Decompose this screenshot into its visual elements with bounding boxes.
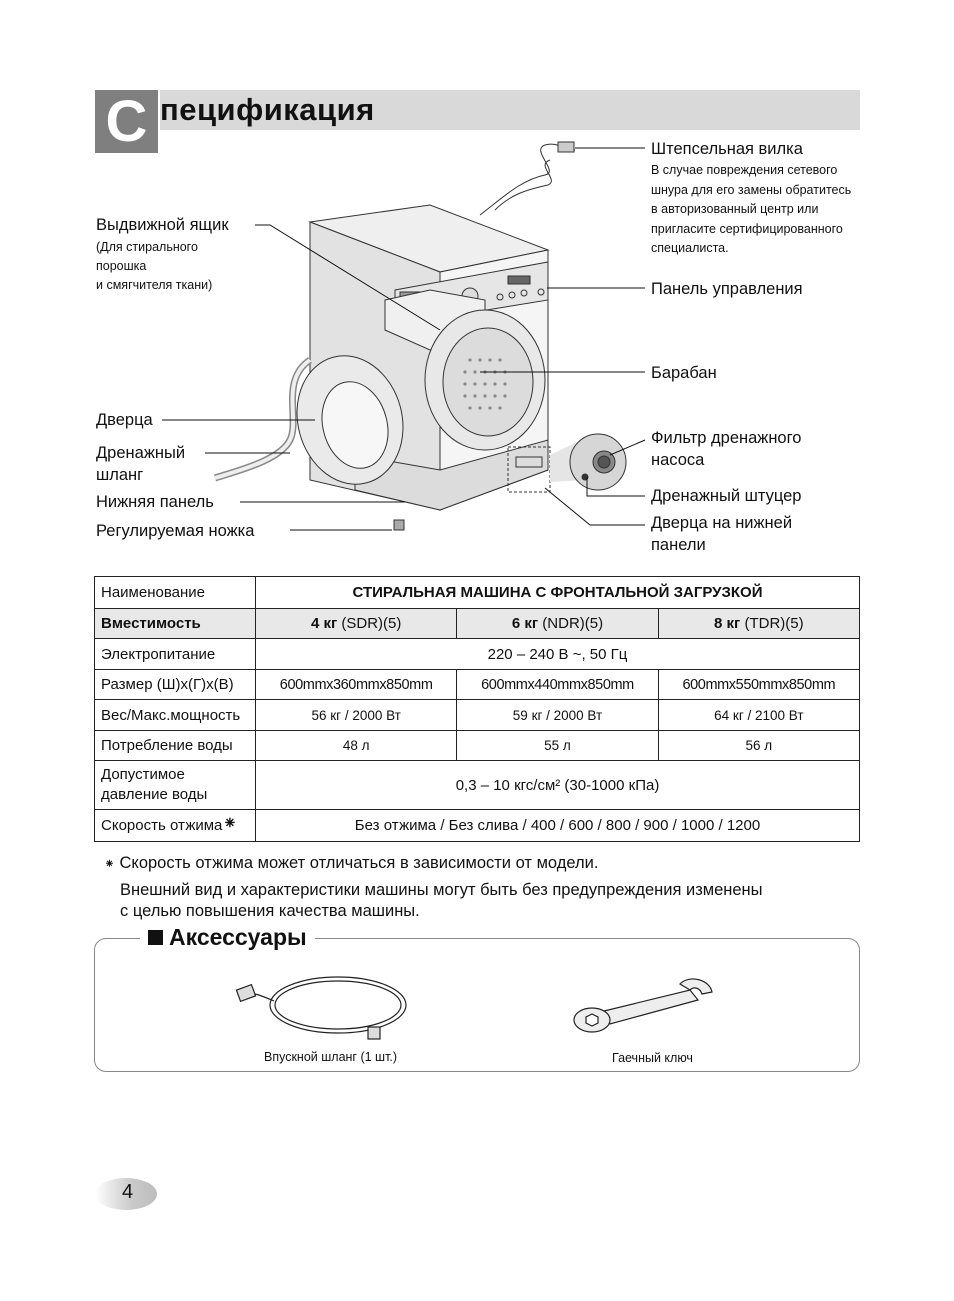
- product-name: СТИРАЛЬНАЯ МАШИНА С ФРОНТАЛЬНОЙ ЗАГРУЗКОЙ: [256, 577, 860, 609]
- row-label: Потребление воды: [95, 731, 256, 761]
- table-row: [95, 609, 860, 639]
- page-title: пецификация: [160, 92, 375, 127]
- accessories-box: [94, 938, 860, 1072]
- table-row: [95, 670, 860, 700]
- row-label: Электропитание: [95, 639, 256, 670]
- callout-drain-hose: Дренажный шланг: [96, 444, 186, 484]
- row-label: Скорость отжима⁕: [95, 810, 256, 842]
- wrench-icon: [570, 972, 720, 1042]
- callout-pump-filter: Фильтр дренажного насоса: [651, 429, 802, 469]
- callout-drum: Барабан: [651, 364, 717, 382]
- table-row: [95, 810, 860, 842]
- water-cell: 56 л: [658, 731, 859, 761]
- water-cell: 48 л: [256, 731, 457, 761]
- row-label: Допустимое давление воды: [95, 761, 256, 810]
- spin-value: Без отжима / Без слива / 400 / 600 / 800 / 900 / 1000 / 1200: [256, 810, 860, 842]
- callout-drawer-note: (Для стирального порошка и смягчителя ткани): [96, 240, 213, 292]
- footnote: ⁕ Скорость отжима может отличаться в зависимости от модели.: [104, 854, 599, 872]
- callout-lower-panel: Нижняя панель: [96, 493, 214, 511]
- accessories-heading: Аксессуары: [140, 924, 315, 951]
- capacity-cell: 6 кг (NDR)(5): [457, 609, 658, 639]
- callout-drawer: Выдвижной ящик: [96, 216, 229, 234]
- disclaimer: Внешний вид и характеристики машины могут быть без предупреждения изменены с целью повышения качества машины.: [120, 881, 763, 920]
- callout-drain-plug: Дренажный штуцер: [651, 487, 802, 505]
- foot-shape: [394, 520, 404, 530]
- row-label: Вместимость: [95, 609, 256, 639]
- square-bullet-icon: [148, 930, 163, 945]
- callout-door: Дверца: [96, 411, 153, 429]
- inlet-hose-icon: [230, 965, 430, 1050]
- callout-foot: Регулируемая ножка: [96, 522, 255, 540]
- size-cell: 600mmx440mmx850mm: [457, 670, 658, 700]
- table-row: [95, 700, 860, 731]
- accessory-label: Впускной шланг (1 шт.): [264, 1050, 398, 1064]
- table-row: [95, 761, 860, 810]
- table-row: [95, 731, 860, 761]
- power-cord: [480, 144, 575, 215]
- title-initial: С: [95, 90, 158, 153]
- spec-table: [94, 576, 860, 842]
- weight-cell: 56 кг / 2000 Вт: [256, 700, 457, 731]
- accessory-label: Гаечный ключ: [612, 1051, 693, 1065]
- size-cell: 600mmx550mmx850mm: [658, 670, 859, 700]
- row-label: Размер (Ш)x(Г)x(В): [95, 670, 256, 700]
- callout-control-panel: Панель управления: [651, 280, 803, 298]
- plug-icon: [558, 142, 574, 152]
- weight-cell: 59 кг / 2000 Вт: [457, 700, 658, 731]
- drum-inner: [443, 328, 533, 436]
- callout-plug: Штепсельная вилка: [651, 140, 803, 158]
- table-row: [95, 577, 860, 609]
- capacity-cell: 4 кг (SDR)(5): [256, 609, 457, 639]
- page-number: 4: [122, 1181, 134, 1203]
- pressure-value: 0,3 – 10 кгс/см² (30-1000 кПа): [256, 761, 860, 810]
- callout-lower-door: Дверца на нижней панели: [651, 514, 793, 554]
- callout-plug-note: В случае повреждения сетевого шнура для его замены обратитесь в авторизованный центр или пригласите сертифицированного специалиста.: [651, 163, 852, 255]
- water-cell: 55 л: [457, 731, 658, 761]
- row-label: Вес/Макс.мощность: [95, 700, 256, 731]
- table-row: [95, 639, 860, 670]
- row-label: Наименование: [95, 577, 256, 609]
- weight-cell: 64 кг / 2100 Вт: [658, 700, 859, 731]
- capacity-cell: 8 кг (TDR)(5): [658, 609, 859, 639]
- size-cell: 600mmx360mmx850mm: [256, 670, 457, 700]
- power-value: 220 – 240 В ~, 50 Гц: [256, 639, 860, 670]
